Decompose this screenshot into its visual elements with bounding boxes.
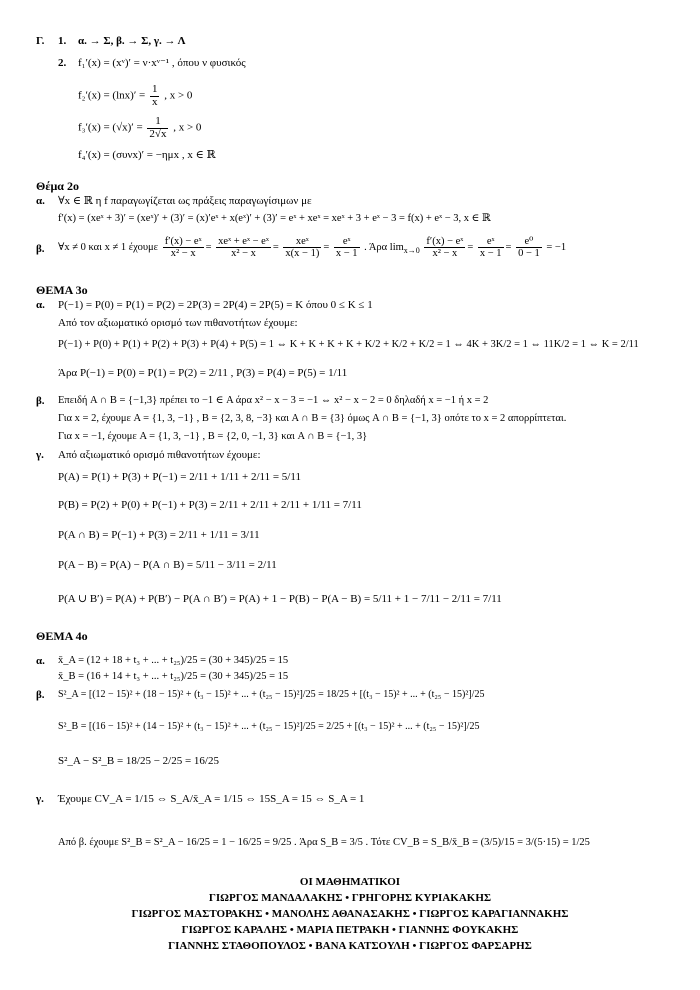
b-frac5-num: f′(x) − eˣ: [426, 236, 464, 247]
theme2-a-text: ∀x ∈ ℝ η f παραγωγίζεται ως πράξεις παραγωγίσιμων με: [58, 195, 312, 207]
theme2-a-label: α.: [36, 195, 45, 207]
q1-label: 1.: [58, 35, 67, 47]
theme4-xa: x̄_A = (12 + 18 + t₃ + ... + t₂₅)/25 = (30 + 345)/25 = 15: [58, 655, 289, 666]
b-frac4: [334, 236, 360, 259]
f2-cond: , x > 0: [164, 89, 193, 102]
theme4-a-label: α.: [36, 655, 45, 667]
b-frac4-den: x − 1: [335, 248, 358, 260]
theme4-g-label: γ.: [36, 793, 44, 805]
theme4-sa: S²_A = [(12 − 15)² + (18 − 15)² + (t₃ − 15)² + ... + (t₂₅ − 15)²]/25 = 18/25 + [(t₃ − 15)² + ... + (t₂₅ − 15)²]/25: [58, 689, 485, 700]
credits-line4: ΓΙΩΡΓΟΣ ΚΑΡΑΛΗΣ • ΜΑΡΙΑ ΠΕΤΡΑΚΗ • ΓΙΑΝΝΗΣ ΦΟΥΚΑΚΗΣ: [181, 924, 519, 936]
theme3-pamb: P(A − B) = P(A) − P(A ∩ B) = 5/11 − 3/11 = 2/11: [58, 559, 277, 571]
credits-line3: ΓΙΩΡΓΟΣ ΜΑΣΤΟΡΑΚΗΣ • ΜΑΝΟΛΗΣ ΑΘΑΝΑΣΑΚΗΣ • ΓΙΩΡΓΟΣ ΚΑΡΑΓΙΑΝΝΑΚΗΣ: [131, 908, 569, 920]
q2-label: 2.: [58, 57, 67, 69]
b-frac2-num: xeˣ + eˣ − eˣ: [218, 236, 269, 247]
b-ara-lim: . Άρα lim: [364, 241, 404, 253]
f3-left: f₃′(x) = (√x)′ =: [78, 121, 143, 134]
theme3-pa: P(A) = P(1) + P(3) + P(−1) = 2/11 + 1/11 + 2/11 = 5/11: [58, 471, 301, 483]
theme3-paub: P(A ∪ B′) = P(A) + P(B′) − P(A ∩ B′) = P(A) + 1 − P(B) − P(A − B) = 5/11 + 1 − 7/11 − 2/11 = 7/11: [58, 593, 502, 605]
credits-line2: ΓΙΩΡΓΟΣ ΜΑΝΔΑΛΑΚΗΣ • ΓΡΗΓΟΡΗΣ ΚΥΡΙΑΚΑΚΗΣ: [208, 892, 492, 904]
theme4-b-label: β.: [36, 689, 45, 701]
theme3-b-label: β.: [36, 395, 45, 407]
b-frac2-den: x² − x: [231, 248, 256, 260]
b-frac1-num: f′(x) − eˣ: [164, 236, 202, 247]
theme3-pb: P(B) = P(2) + P(0) + P(−1) + P(3) = 2/11 + 2/11 + 2/11 + 1/11 = 7/11: [58, 499, 362, 511]
theme3-b-line3: Για x = −1, έχουμε A = {1, 3, −1} , B = {2, 0, −1, 3} και A ∩ B = {−1, 3}: [58, 431, 368, 442]
credits-title: ΟΙ ΜΑΘΗΜΑΤΙΚΟΙ: [299, 876, 401, 888]
credits-line5: ΓΙΑΝΝΗΣ ΣΤΑΘΟΠΟΥΛΟΣ • ΒΑΝΑ ΚΑΤΣΟΥΛΗ • ΓΙΩΡΓΟΣ ΦΑΡΣΑΡΗΣ: [168, 940, 532, 952]
b-frac3-num: xeˣ: [283, 236, 321, 248]
b-frac5: [424, 236, 465, 259]
derivative-f1: f₁′(x) = (xᵛ)′ = ν·xᵛ⁻¹ , όπου ν φυσικός: [78, 57, 246, 69]
derivative-f4: f₄′(x) = (συνx)′ = −ημx , x ∈ ℝ: [78, 149, 216, 161]
b-frac1: [163, 236, 204, 259]
b-lim-sub: x→0: [403, 246, 420, 256]
theme4-g-line2: Από β. έχουμε S²_B = S²_A − 16/25 = 1 − 16/25 = 9/25 . Άρα S_B = 3/5 . Τότε CV_B = S_B/x̄_B = (3/5)/15 = 3/(5·15) = 1/25: [58, 837, 590, 848]
b-frac7-den: 0 − 1: [518, 248, 540, 260]
theme4-xb: x̄_B = (16 + 14 + t₃ + ... + t₂₅)/25 = (30 + 345)/25 = 15: [58, 671, 289, 682]
theme3-g-line1: Από αξιωματικό ορισμό πιθανοτήτων έχουμε:: [58, 449, 261, 461]
part-c-label: Γ.: [36, 35, 45, 47]
theme3-a-line1: P(−1) = P(0) = P(1) = P(2) = 2P(3) = 2P(4) = 2P(5) = K όπου 0 ≤ K ≤ 1: [58, 299, 373, 311]
f2-fraction: [150, 84, 160, 108]
theme2-b-equation: ∀x ≠ 0 και x ≠ 1 έχουμε $\frac{\text{f′(x) − eˣ}}{\text{x² − x}}$ = $\frac{\text{xeˣ + eˣ − eˣ}}{\text{x² − x}}$ = $\frac{\text{xeˣ}}{x(x - 1)}$ = $\frac{\text{eˣ}}{x - 1}$ . Άρα $\lim_{x\to 0}$ $\frac{\text{f′(x) − eˣ}}{\text{x² − x}}$ = $\frac{\text{eˣ}}{x - 1}$ = $\frac{\text{e⁰}}{0 - 1}$ = −1: [58, 236, 567, 260]
theme3-a-line3: P(−1) + P(0) + P(1) + P(2) + P(3) + P(4) + P(5) = 1 ⇔ K + K + K + K + K/2 + K/2 + K/2 = 1 ⇔ 4K + 3K/2 = 1 ⇔ 11K/2 = 1 ⇔ K = 2/11: [58, 339, 639, 350]
theme3-title: ΘΕΜΑ 3ο: [36, 283, 88, 297]
credits: [0, 874, 700, 954]
b-result: = −1: [546, 241, 567, 253]
f2-num: 1: [151, 83, 158, 95]
theme4-sb: S²_B = [(16 − 15)² + (14 − 15)² + (t₃ − 15)² + ... + (t₂₅ − 15)²]/25 = 2/25 + [(t₃ − 15)² + ... + (t₂₅ − 15)²]/25: [58, 721, 480, 732]
theme2-title: Θέμα 2ο: [36, 179, 79, 193]
f3-den: 2√x: [149, 127, 167, 140]
b-frac5-den: x² − x: [432, 248, 458, 260]
b-frac7-num: e⁰: [516, 236, 542, 248]
f2-den: x: [151, 95, 158, 108]
theme3-pab: P(A ∩ B) = P(−1) + P(3) = 2/11 + 1/11 = 3/11: [58, 529, 260, 541]
theme2-b-label: β.: [36, 243, 45, 255]
theme3-b-line2: Για x = 2, έχουμε A = {1, 3, −1} , B = {2, 3, 8, −3} και A ∩ B = {3} όμως A ∩ B = {−1, 3} οπότε το x = 2 απορρίπτεται.: [58, 413, 567, 424]
b-frac1-den: x² − x: [170, 248, 196, 260]
b-frac6-num: eˣ: [478, 236, 504, 248]
theme3-b-line1: Επειδή A ∩ B = {−1,3} πρέπει το −1 ∈ A άρα x² − x − 3 = −1 ⇔ x² − x − 2 = 0 δηλαδή x = −1 ή x = 2: [58, 395, 489, 406]
theme4-diff: S²_A − S²_B = 18/25 − 2/25 = 16/25: [58, 755, 219, 767]
theme3-a-line2: Από τον αξιωματικό ορισμό των πιθανοτήτων έχουμε:: [58, 317, 298, 329]
b-frac2: [216, 236, 271, 259]
derivative-f3: [78, 116, 201, 140]
b-frac3: [283, 236, 321, 259]
theme2-b-text: ∀x ≠ 0 και x ≠ 1 έχουμε: [58, 241, 159, 253]
f3-cond: , x > 0: [173, 121, 202, 134]
f3-num: 1: [147, 116, 168, 129]
b-frac7: [516, 236, 542, 259]
theme3-g-label: γ.: [36, 449, 44, 461]
theme2-a-equation: f′(x) = (xeˣ + 3)′ = (xeˣ)′ + (3)′ = (x)′eˣ + x(eˣ)′ + (3)′ = eˣ + xeˣ = xeˣ + 3 + eˣ − 3 = f(x) + eˣ − 3, x ∈ ℝ: [58, 213, 491, 224]
q1-answers: α. → Σ, β. → Σ, γ. → Λ: [78, 35, 186, 47]
f3-fraction: [147, 116, 168, 140]
theme3-a-line4: Άρα P(−1) = P(0) = P(1) = P(2) = 2/11 , P(3) = P(4) = P(5) = 1/11: [58, 367, 348, 379]
b-frac4-num: eˣ: [334, 236, 360, 248]
theme4-g-line1: Έχουμε CV_A = 1/15 ⇔ S_A/x̄_A = 1/15 ⇔ 15S_A = 15 ⇔ S_A = 1: [58, 793, 365, 805]
theme3-a-label: α.: [36, 299, 45, 311]
b-frac6-den: x − 1: [479, 248, 502, 260]
derivative-f2: [78, 84, 192, 108]
f2-left: f₂′(x) = (lnx)′ =: [78, 89, 146, 102]
b-frac6: [478, 236, 504, 259]
theme4-title: ΘΕΜΑ 4ο: [36, 629, 88, 643]
b-frac3-den: x(x − 1): [285, 248, 320, 260]
